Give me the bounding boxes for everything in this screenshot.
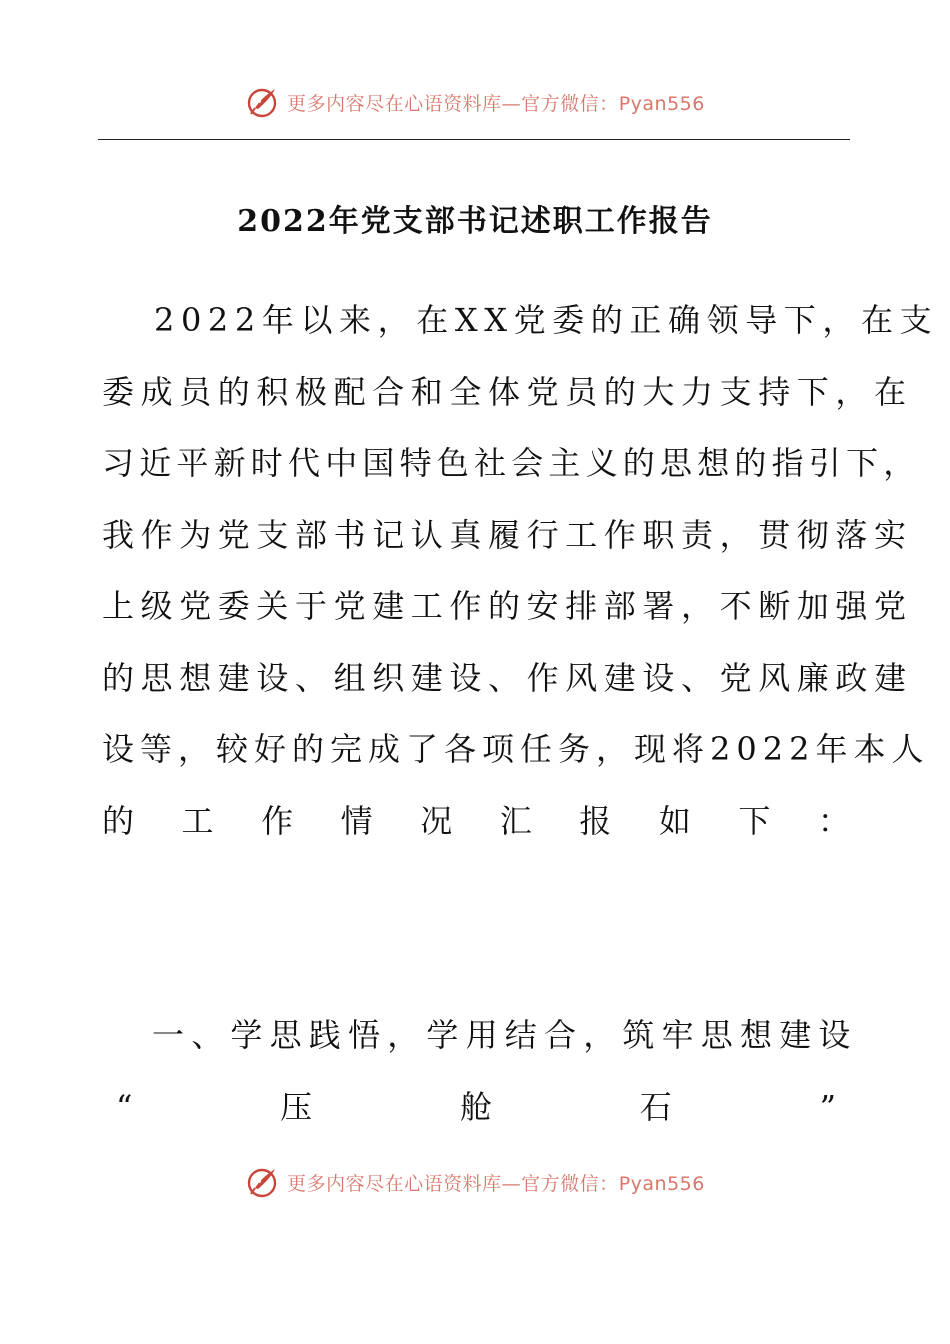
watermark-dash: —: [501, 1172, 522, 1195]
watermark-dash: —: [501, 92, 522, 115]
watermark-wechat-label: 官方微信：: [521, 92, 619, 115]
header-divider: [98, 139, 850, 140]
section-heading: [102, 1000, 858, 1143]
section-char: 压: [280, 1087, 313, 1126]
section-char: 石: [639, 1087, 672, 1126]
body-char: 工: [181, 801, 214, 840]
body-char: 况: [420, 801, 453, 840]
body-char: 报: [579, 801, 612, 840]
document-title: 2022年党支部书记述职工作报告: [237, 204, 713, 239]
section-char: “: [116, 1087, 133, 1126]
body-line: 习近平新时代中国特色社会主义的思想的指引下，: [102, 444, 921, 482]
body-char: 下: [738, 801, 771, 840]
watermark-text: [287, 1169, 705, 1196]
header-watermark: [0, 84, 950, 120]
quill-logo-icon: [245, 84, 281, 120]
body-line: 上级党委关于党建工作的安排部署，不断加强党: [102, 587, 913, 625]
section-heading-justified: [102, 1072, 850, 1144]
body-line: 2022年以来，在XX党委的正确领导下，在支: [154, 301, 939, 339]
section-char: 舱: [459, 1087, 492, 1126]
watermark-wechat-label: 官方微信：: [521, 1172, 619, 1195]
body-line: 委成员的积极配合和全体党员的大力支持下，在: [102, 372, 913, 411]
body-paragraph: [102, 285, 939, 857]
body-line: 我作为党支部书记认真履行工作职责，贯彻落实: [102, 515, 913, 554]
quill-logo-icon: [245, 1164, 281, 1200]
body-char: 作: [261, 801, 294, 840]
body-char: ：: [817, 801, 850, 840]
footer-watermark: [0, 1164, 950, 1200]
body-line: 设等，较好的完成了各项任务，现将2022年本人: [102, 730, 930, 768]
watermark-main: 更多内容尽在心语资料库: [287, 92, 502, 115]
body-char: 的: [102, 801, 135, 840]
watermark-main: 更多内容尽在心语资料库: [287, 1172, 502, 1195]
watermark-wechat-id: Pyan556: [618, 1172, 705, 1195]
body-line: 的思想建设、组织建设、作风建设、党风廉政建: [102, 658, 913, 697]
watermark-text: [287, 89, 705, 116]
section-char: ”: [819, 1087, 836, 1126]
section-heading-line: 一、学思践悟，学用结合，筑牢思想建设: [152, 1016, 858, 1054]
watermark-wechat-id: Pyan556: [618, 92, 705, 115]
body-line-justified: [102, 786, 850, 858]
body-char: 如: [658, 801, 691, 840]
body-char: 汇: [499, 801, 532, 840]
body-char: 情: [340, 801, 373, 840]
